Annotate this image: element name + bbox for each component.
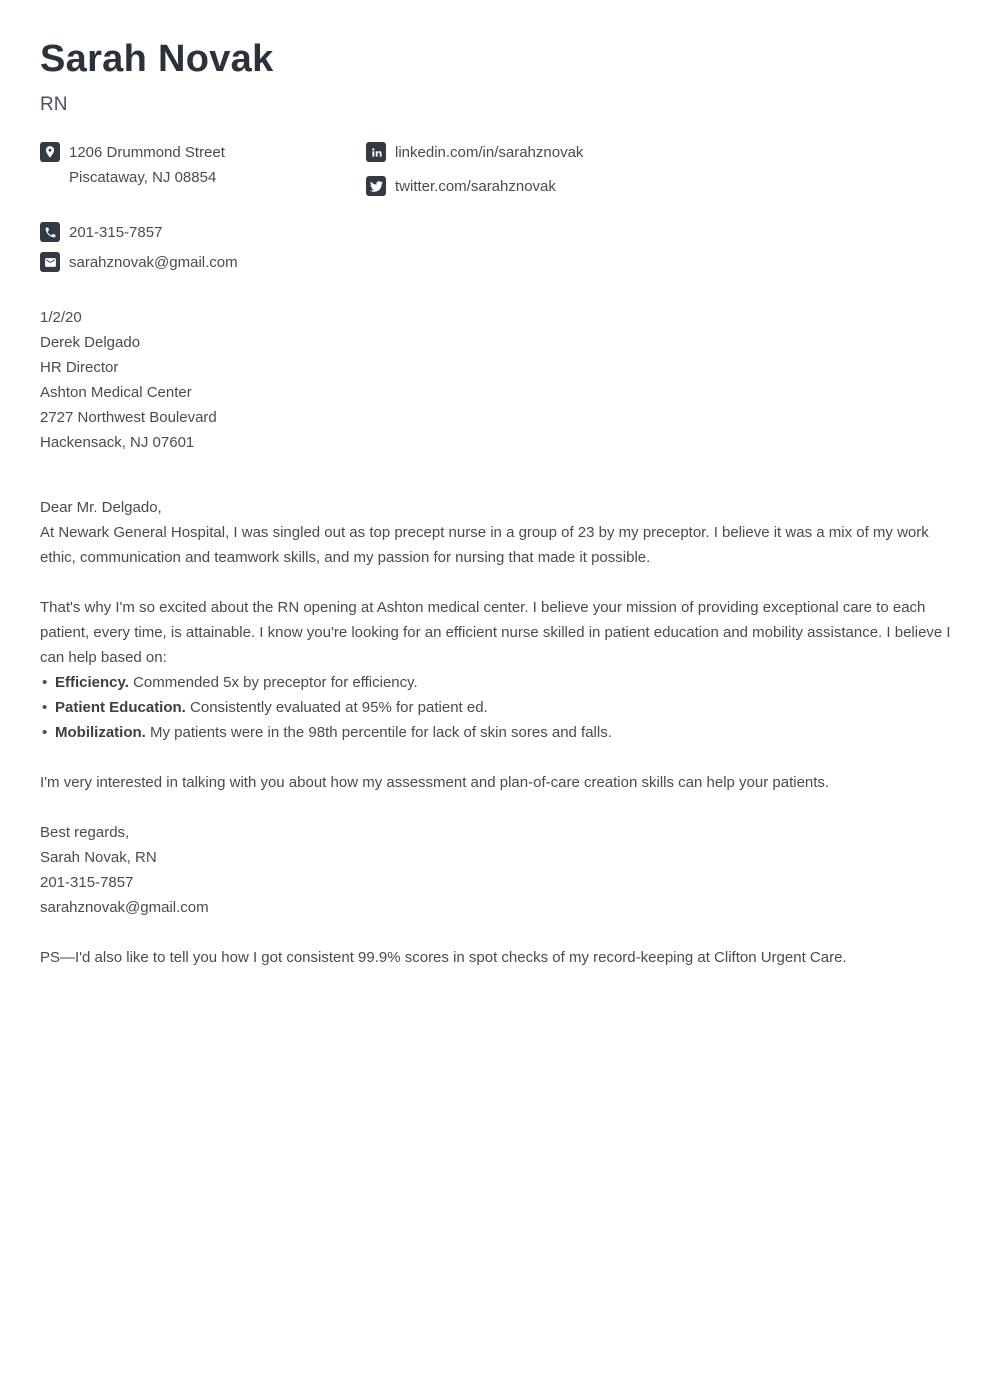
list-item [40, 670, 955, 695]
linkedin-icon [366, 142, 386, 162]
address-line-1: 1206 Drummond Street [69, 144, 225, 162]
contact-right-column [366, 140, 955, 275]
signature-email: sarahznovak@gmail.com [40, 899, 209, 917]
address-text [69, 140, 225, 190]
paragraph-call-to-action: I'm very interested in talking with you about how my assessment and plan-of-care creation skills can help your patients. [40, 774, 830, 792]
address-line-2: Piscataway, NJ 08854 [69, 169, 217, 187]
postscript: PS—I'd also like to tell you how I got consistent 99.9% scores in spot checks of my record-keeping at Clifton Urgent Care. [40, 949, 847, 967]
address-item [40, 140, 366, 190]
location-pin-icon [40, 142, 60, 162]
email-item [40, 250, 366, 275]
paragraph-intro: At Newark General Hospital, I was singled out as top precept nurse in a group of 23 by my preceptor. I believe it was a mix of my work ethic, communication and teamwork skills, and my passion for nursing that made it possible. [40, 524, 929, 567]
signature-block [40, 845, 955, 920]
recipient-name: Derek Delgado [40, 334, 141, 352]
bullet-label: Efficiency. [55, 674, 129, 692]
signature-name: Sarah Novak, RN [40, 849, 157, 867]
envelope-icon [40, 252, 60, 272]
linkedin-link[interactable]: linkedin.com/in/sarahznovak [395, 144, 584, 162]
bullet-text: Consistently evaluated at 95% for patient ed. [190, 699, 488, 717]
paragraph-pitch: That's why I'm so excited about the RN opening at Ashton medical center. I believe your mission of providing exceptional care to each patient, every time, is attainable. I know you're looking for an efficient nurse skilled in patient education and mobility assistance. I believe I can help based on: [40, 599, 951, 667]
recipient-title: HR Director [40, 359, 119, 377]
contact-left-column [40, 140, 366, 275]
job-title: RN [40, 93, 68, 115]
twitter-link[interactable]: twitter.com/sarahznovak [395, 178, 556, 196]
linkedin-item [366, 140, 955, 165]
page-title: Sarah Novak [40, 38, 274, 80]
bullet-label: Patient Education. [55, 699, 186, 717]
phone-item [40, 220, 366, 245]
phone-number: 201-315-7857 [69, 224, 163, 242]
list-item [40, 695, 955, 720]
bullet-text: Commended 5x by preceptor for efficiency. [133, 674, 418, 692]
list-item [40, 720, 955, 745]
letter-body [40, 305, 955, 970]
closing: Best regards, [40, 824, 130, 842]
phone-icon [40, 222, 60, 242]
twitter-icon [366, 176, 386, 196]
email-address[interactable]: sarahznovak@gmail.com [69, 254, 238, 272]
recipient-street: 2727 Northwest Boulevard [40, 409, 217, 427]
recipient-company: Ashton Medical Center [40, 384, 192, 402]
bullet-text: My patients were in the 98th percentile for lack of skin sores and falls. [150, 724, 612, 742]
salutation: Dear Mr. Delgado, [40, 499, 162, 517]
bullet-label: Mobilization. [55, 724, 146, 742]
highlights-list [40, 670, 955, 745]
recipient-block [40, 330, 955, 455]
contact-section [40, 140, 955, 275]
signature-phone: 201-315-7857 [40, 874, 134, 892]
letter-date: 1/2/20 [40, 309, 82, 327]
recipient-city: Hackensack, NJ 07601 [40, 434, 195, 452]
twitter-item [366, 174, 955, 199]
